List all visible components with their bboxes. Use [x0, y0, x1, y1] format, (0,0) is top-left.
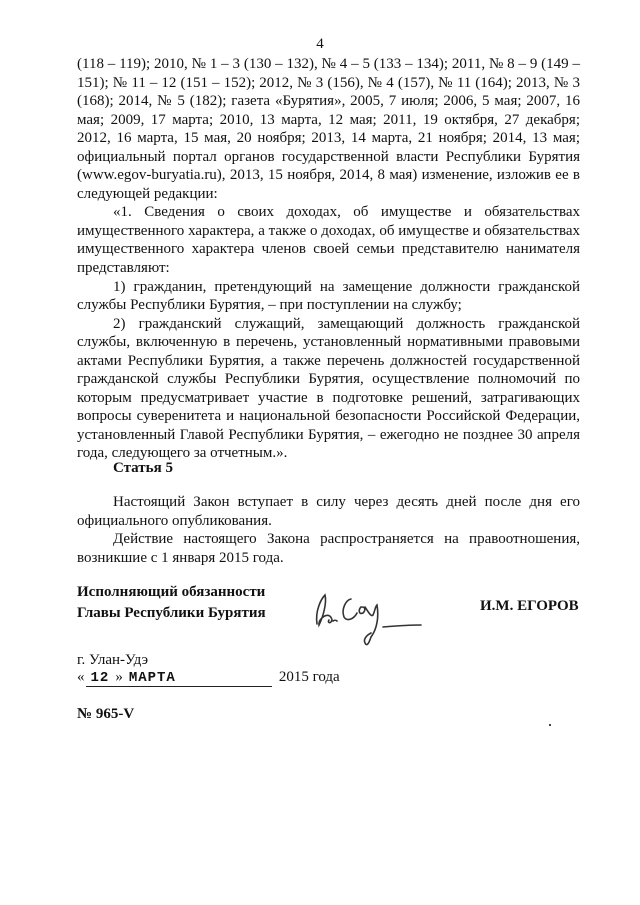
signer-title-line-1: Исполняющий обязанности: [77, 584, 266, 600]
entry-into-force-paragraph: Настоящий Закон вступает в силу через десять дней после дня его официального опубликования.: [77, 494, 580, 529]
article-heading: Статья 5: [113, 460, 173, 476]
scan-speck: [549, 724, 551, 726]
signer-name: И.М. ЕГОРОВ: [480, 598, 579, 614]
signer-title-line-2: Главы Республики Бурятия: [77, 605, 266, 621]
new-wording-paragraph: «1. Сведения о своих доходах, об имуществе и обязательствах имущественного характера, а также о доходах, об имуществе и обязательствах имущественного характера членов своей семьи представителю нанимателя представляют:: [77, 204, 580, 277]
date-month: МАРТА: [128, 670, 176, 686]
date-underline: [86, 686, 272, 687]
page-number: 4: [316, 36, 324, 52]
date-day: 12: [90, 670, 110, 686]
article-5-text: [77, 493, 580, 567]
signing-date: [77, 669, 340, 686]
signer-title: [77, 582, 266, 624]
list-item-2: 2) гражданский служащий, замещающий должность гражданской службы, включенную в перечень, установленный нормативными правовыми актами Республики Бурятия, а также перечень должностей государственной гражданской службы Республики Бурятия, осуществление полномочий по которым предусматривает участие в подготовке решений, затрагивающих вопросы суверенитета и национальной безопасности Российской Федерации, установленный Главой Республики Бурятия, – ежегодно не позднее 30 апреля года, следующего за отчетным.».: [77, 315, 580, 462]
date-close-quote: »: [115, 669, 123, 685]
date-year: 2015 года: [278, 669, 340, 685]
place-of-signing: г. Улан-Удэ: [77, 652, 149, 668]
date-open-quote: «: [77, 669, 85, 685]
amendment-paragraph: (118 – 119); 2010, № 1 – 3 (130 – 132), № 4 – 5 (133 – 134); 2011, № 8 – 9 (149 – 151); № 11 – 12 (151 – 152); 2012, № 3 (156), № 4 (157), № 11 (164); 2013, № 3 (168); 2014, № 5 (182); газета «Бурятия», 2005, 7 июля; 2006, 5 мая; 2007, 16 мая; 2009, 17 марта; 2010, 13 марта, 12 мая; 2011, 19 октября, 27 декабря; 2012, 16 марта, 15 мая, 20 ноября; 2013, 14 марта, 21 ноября; 2014, 13 мая; официальный портал органов государственной власти Республики Бурятия (www.egov-buryatia.ru), 2013, 15 ноября, 2014, 8 мая) изменение, изложив ее в следующей редакции:: [77, 56, 580, 202]
list-item-1: 1) гражданин, претендующий на замещение должности гражданской службы Республики Бурятия, – при поступлении на службу;: [77, 278, 580, 314]
law-number: № 965-V: [77, 706, 135, 722]
effective-date-paragraph: Действие настоящего Закона распространяется на правоотношения, возникшие с 1 января 2015 года.: [77, 531, 580, 566]
law-body-text: [77, 55, 580, 463]
handwritten-signature: [303, 577, 453, 652]
